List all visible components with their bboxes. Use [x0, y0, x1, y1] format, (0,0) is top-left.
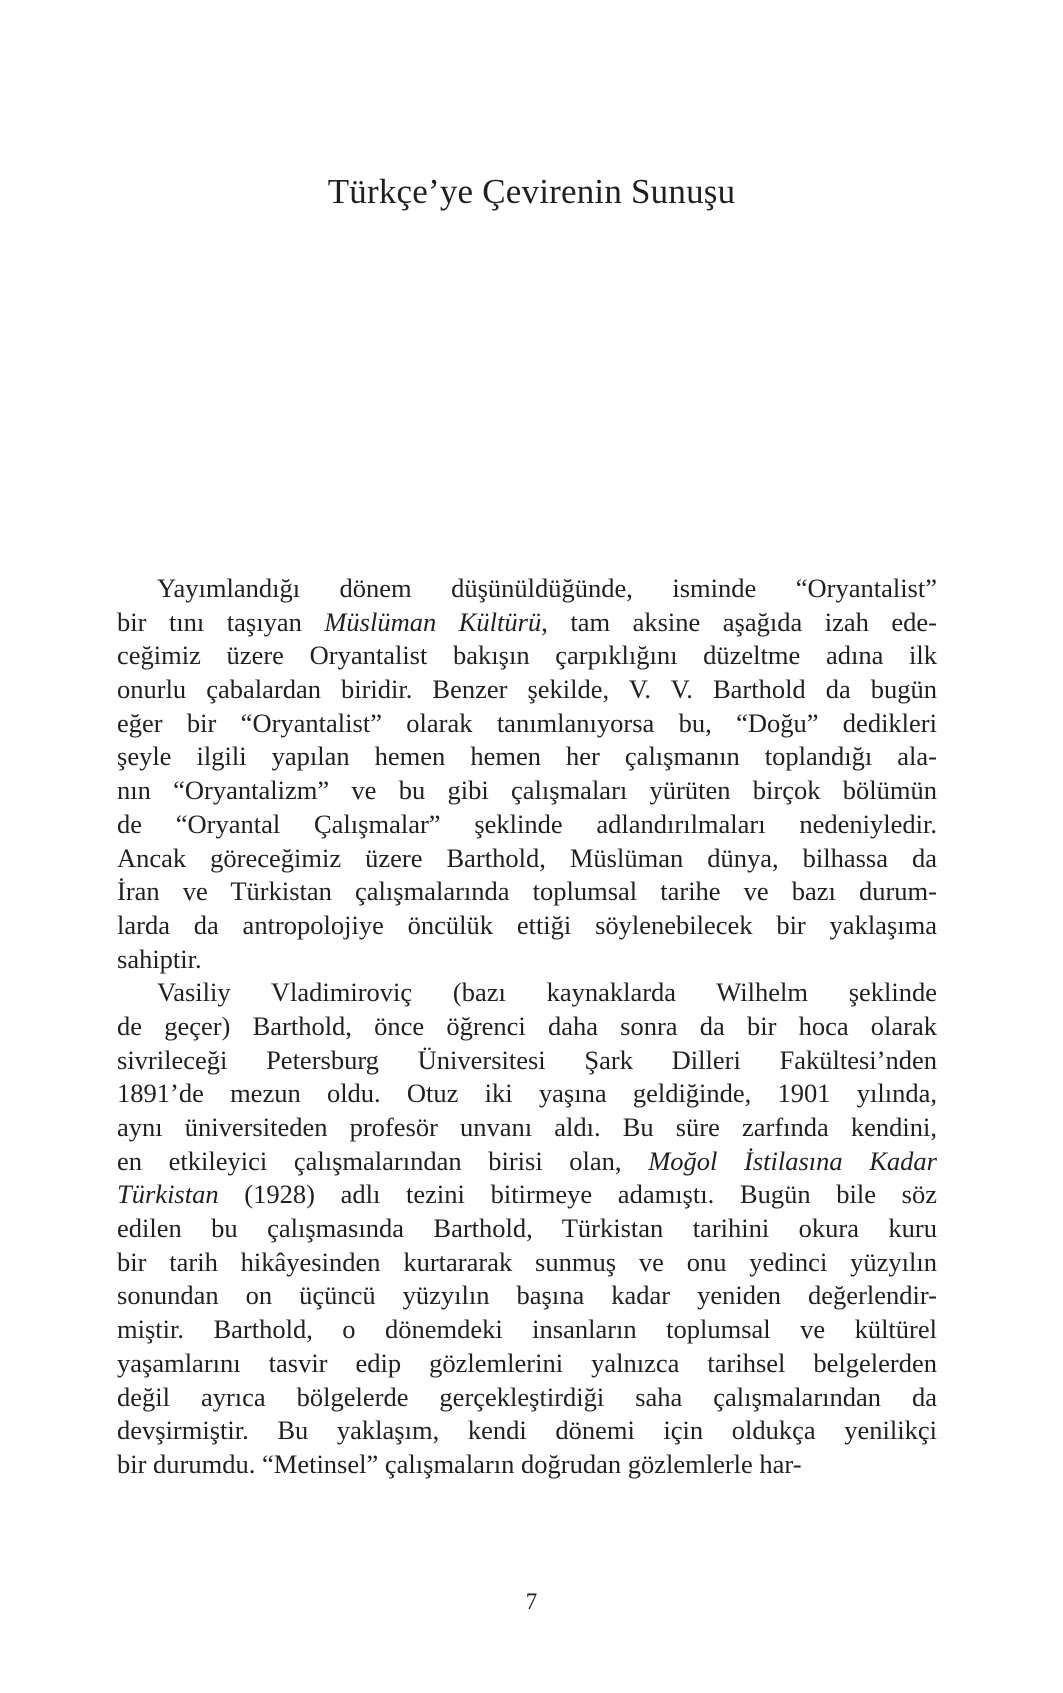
text-line: [117, 1381, 937, 1415]
text-segment: bir tını taşıyan: [117, 606, 325, 637]
italic-title: Türkistan: [117, 1179, 219, 1210]
text-segment: 1891’de mezun oldu. Otuz iki yaşına geldiğinde, 1901 yılında,: [117, 1078, 937, 1109]
text-segment: devşirmiştir. Bu yaklaşım, kendi dönemi için oldukça yenilikçi: [117, 1415, 937, 1446]
text-line: [117, 1279, 937, 1313]
page-title: Türkçe’ye Çevirenin Sunuşu: [327, 172, 736, 211]
paragraph: [117, 572, 937, 976]
text-segment: şeyle ilgili yapılan hemen hemen her çalışmanın toplandığı ala-: [117, 741, 937, 772]
text-line: [117, 1414, 937, 1448]
text-segment: sonundan on üçüncü yüzyılın başına kadar yeniden değerlendir-: [117, 1280, 937, 1311]
text-line: [117, 606, 937, 640]
text-segment: İran ve Türkistan çalışmalarında toplumsal tarihe ve bazı durum-: [117, 876, 937, 907]
text-segment: de “Oryantal Çalışmalar” şeklinde adlandırılmaları nedeniyledir.: [117, 808, 937, 839]
text-line: [117, 1044, 937, 1078]
text-segment: sahiptir.: [117, 943, 202, 974]
text-line: [117, 808, 937, 842]
text-segment: nın “Oryantalizm” ve bu gibi çalışmaları yürüten birçok bölümün: [117, 775, 937, 806]
text-segment: eğer bir “Oryantalist” olarak tanımlanıyorsa bu, “Doğu” dedikleri: [117, 707, 937, 738]
text-line: [117, 1077, 937, 1111]
text-line: [117, 1111, 937, 1145]
text-line: [117, 842, 937, 876]
text-segment: aynı üniversiteden profesör unvanı aldı. Bu süre zarfında kendini,: [117, 1112, 937, 1142]
text-line: [117, 740, 937, 774]
body-text: [117, 572, 937, 1482]
italic-title: Müslüman Kültürü: [324, 606, 542, 637]
text-line: [117, 943, 937, 977]
text-line: [117, 976, 937, 1010]
text-segment: Ancak göreceğimiz üzere Barthold, Müslüman dünya, bilhassa da: [117, 842, 937, 873]
text-line: [117, 1145, 937, 1179]
text-line: [117, 673, 937, 707]
text-segment: de geçer) Barthold, önce öğrenci daha sonra da bir hoca olarak: [117, 1010, 937, 1041]
text-segment: ceğimiz üzere Oryantalist bakışın çarpıklığını düzeltme adına ilk: [117, 640, 937, 671]
text-line: [117, 1313, 937, 1347]
text-segment: bir tarih hikâyesinden kurtararak sunmuş ve onu yedinci yüzyılın: [117, 1246, 937, 1277]
text-segment: bir durumdu. “Metinsel” çalışmaların doğrudan gözlemlerle har-: [117, 1448, 802, 1479]
text-line: [117, 1347, 937, 1381]
text-segment: Yayımlandığı dönem düşünüldüğünde, isminde “Oryantalist”: [157, 573, 937, 603]
text-segment: değil ayrıca bölgelerde gerçekleştirdiği saha çalışmalarından da: [117, 1381, 937, 1412]
text-segment: sivrileceği Petersburg Üniversitesi Şark Dilleri Fakültesi’nden: [117, 1044, 937, 1075]
text-segment: (1928) adlı tezini bitirmeye adamıştı. Bugün bile söz: [218, 1179, 937, 1210]
paragraph: [117, 976, 937, 1481]
text-line: [117, 875, 937, 909]
text-segment: en etkileyici çalışmalarından birisi olan,: [117, 1145, 649, 1176]
text-line: [117, 909, 937, 943]
text-line: [117, 1178, 937, 1212]
text-line: [117, 1212, 937, 1246]
text-line: [117, 639, 937, 673]
text-line: [117, 1246, 937, 1280]
text-segment: edilen bu çalışmasında Barthold, Türkistan tarihini okura kuru: [117, 1213, 937, 1244]
text-line: [117, 1010, 937, 1044]
text-segment: yaşamlarını tasvir edip gözlemlerini yalnızca tarihsel belgelerden: [117, 1347, 937, 1378]
text-line: [117, 572, 937, 606]
text-segment: miştir. Barthold, o dönemdeki insanların toplumsal ve kültürel: [117, 1314, 937, 1345]
italic-title: Moğol İstilasına Kadar: [648, 1145, 937, 1176]
text-line: [117, 707, 937, 741]
text-segment: , tam aksine aşağıda izah ede-: [541, 606, 937, 637]
page-number: 7: [525, 1589, 538, 1614]
text-segment: onurlu çabalardan biridir. Benzer şekilde, V. V. Barthold da bugün: [117, 674, 937, 705]
text-segment: Vasiliy Vladimiroviç (bazı kaynaklarda Wilhelm şeklinde: [157, 977, 937, 1008]
text-segment: larda da antropolojiye öncülük ettiği söylenebilecek bir yaklaşıma: [117, 909, 937, 940]
text-line: [117, 1448, 937, 1482]
text-line: [117, 774, 937, 808]
